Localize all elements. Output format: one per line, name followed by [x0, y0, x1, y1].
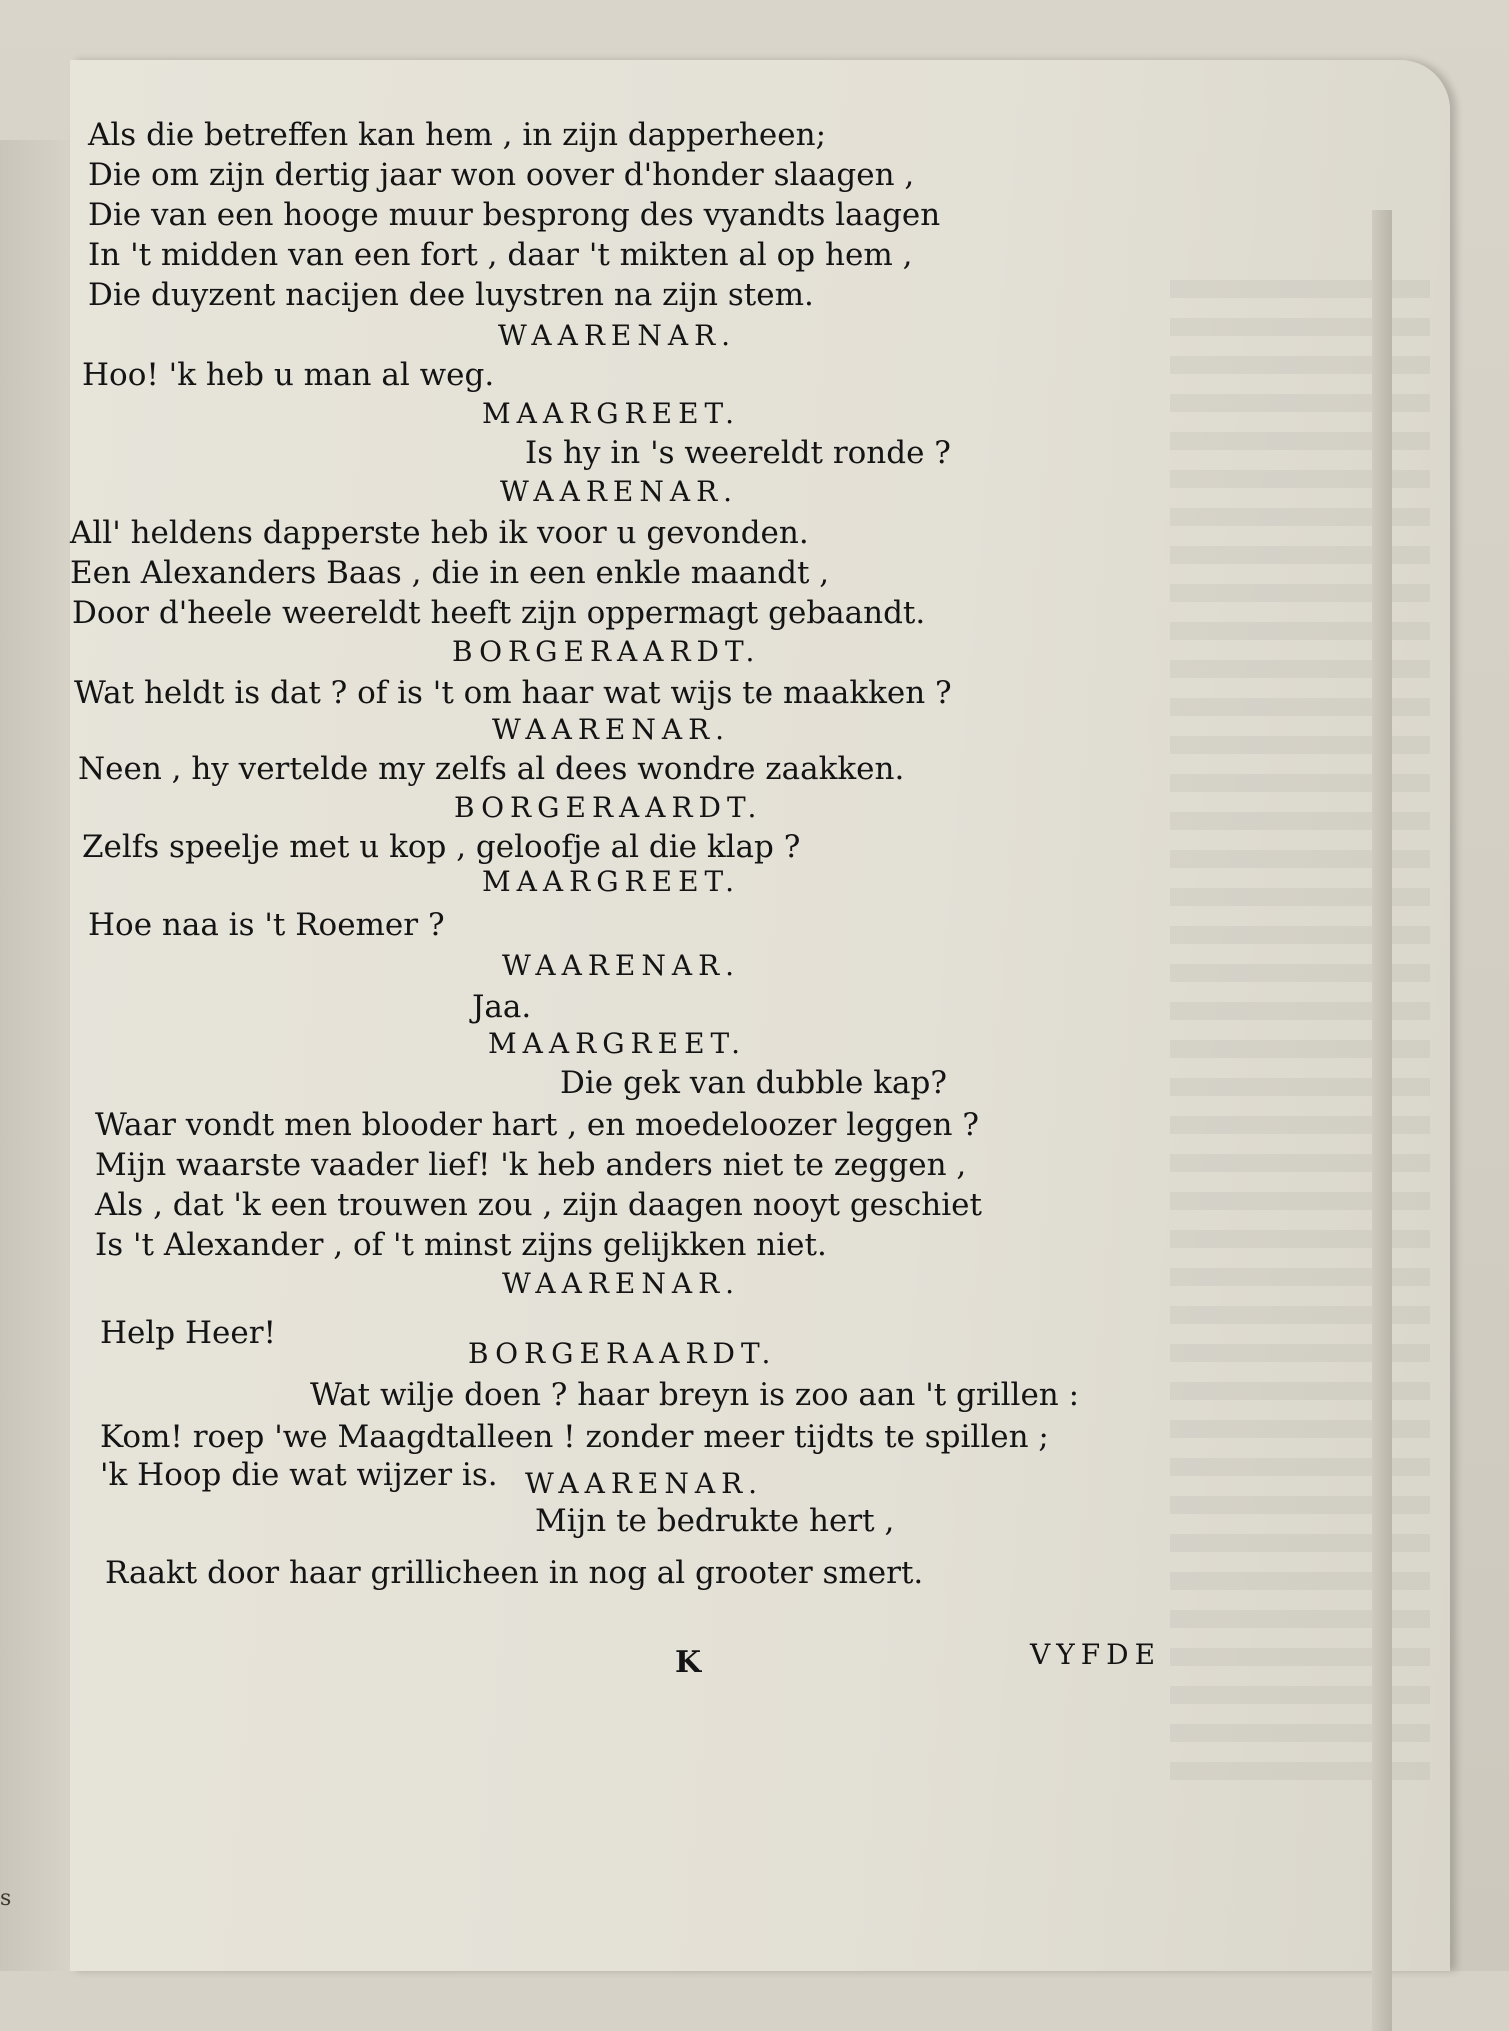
- page-stack-edge: [1372, 210, 1392, 2031]
- verse-line: Wat heldt is dat ? of is 't om haar wat wijs te maakken ?: [74, 675, 952, 711]
- speaker-heading: WAARENAR.: [502, 1267, 741, 1300]
- verse-line: Help Heer!: [100, 1315, 276, 1351]
- verse-line: Mijn te bedrukte hert ,: [535, 1503, 895, 1539]
- verse-line: Een Alexanders Baas , die in een enkle maandt ,: [70, 555, 830, 591]
- previous-page-edge: [0, 140, 80, 1971]
- verse-line: Kom! roep 'we Maagdtalleen ! zonder meer tijdts te spillen ;: [100, 1419, 1049, 1455]
- verse-line: Mijn waarste vaader lief! 'k heb anders niet te zeggen ,: [95, 1147, 967, 1183]
- speaker-heading: WAARENAR.: [500, 475, 739, 508]
- verse-line: Door d'heele weereldt heeft zijn oppermagt gebaandt.: [72, 595, 926, 631]
- previous-page-text-fragment: s: [0, 1886, 12, 1911]
- verse-line: All' heldens dapperste heb ik voor u gevonden.: [70, 515, 809, 551]
- verse-line: Is 't Alexander , of 't minst zijns gelijkken niet.: [95, 1227, 827, 1263]
- verse-line: Waar vondt men blooder hart , en moedeloozer leggen ?: [95, 1107, 979, 1143]
- verse-line: Is hy in 's weereldt ronde ?: [525, 435, 951, 471]
- verse-line: Hoo! 'k heb u man al weg.: [82, 357, 495, 393]
- verse-line: Als die betreffen kan hem , in zijn dapperheen;: [88, 117, 827, 153]
- verse-line: In 't midden van een fort , daar 't mikten al op hem ,: [88, 237, 913, 273]
- speaker-heading: MAARGREET.: [488, 1027, 746, 1060]
- verse-line: Wat wilje doen ? haar breyn is zoo aan 't grillen :: [310, 1377, 1080, 1413]
- verse-line: Die om zijn dertig jaar won oover d'honder slaagen ,: [88, 157, 915, 193]
- speaker-heading: WAARENAR.: [502, 949, 741, 982]
- speaker-heading: WAARENAR.: [525, 1467, 764, 1500]
- speaker-heading: WAARENAR.: [498, 319, 737, 352]
- verse-line: 'k Hoop die wat wijzer is.: [100, 1457, 498, 1493]
- verse-line: Raakt door haar grillicheen in nog al grooter smert.: [105, 1555, 924, 1591]
- verse-line: Neen , hy vertelde my zelfs al dees wondre zaakken.: [78, 751, 905, 787]
- speaker-heading: MAARGREET.: [482, 397, 740, 430]
- verse-line: Die van een hooge muur besprong des vyandts laagen: [88, 197, 941, 233]
- book-page: [70, 60, 1450, 1971]
- verse-line: Hoe naa is 't Roemer ?: [88, 907, 445, 943]
- verse-line: Zelfs speelje met u kop , geloofje al die klap ?: [82, 829, 801, 865]
- speaker-heading: BORGERAARDT.: [452, 635, 761, 668]
- speaker-heading: WAARENAR.: [492, 713, 731, 746]
- verse-line: Die gek van dubble kap?: [560, 1065, 947, 1101]
- signature-mark: K: [675, 1645, 702, 1680]
- verse-line: Die duyzent nacijen dee luystren na zijn stem.: [88, 277, 814, 313]
- speaker-heading: MAARGREET.: [482, 865, 740, 898]
- speaker-heading: BORGERAARDT.: [454, 791, 763, 824]
- verse-line: Als , dat 'k een trouwen zou , zijn daagen nooyt geschiet: [95, 1187, 982, 1223]
- speaker-heading: BORGERAARDT.: [468, 1337, 777, 1370]
- verse-line: Jaa.: [472, 989, 532, 1025]
- catchword: VYFDE: [1030, 1638, 1162, 1671]
